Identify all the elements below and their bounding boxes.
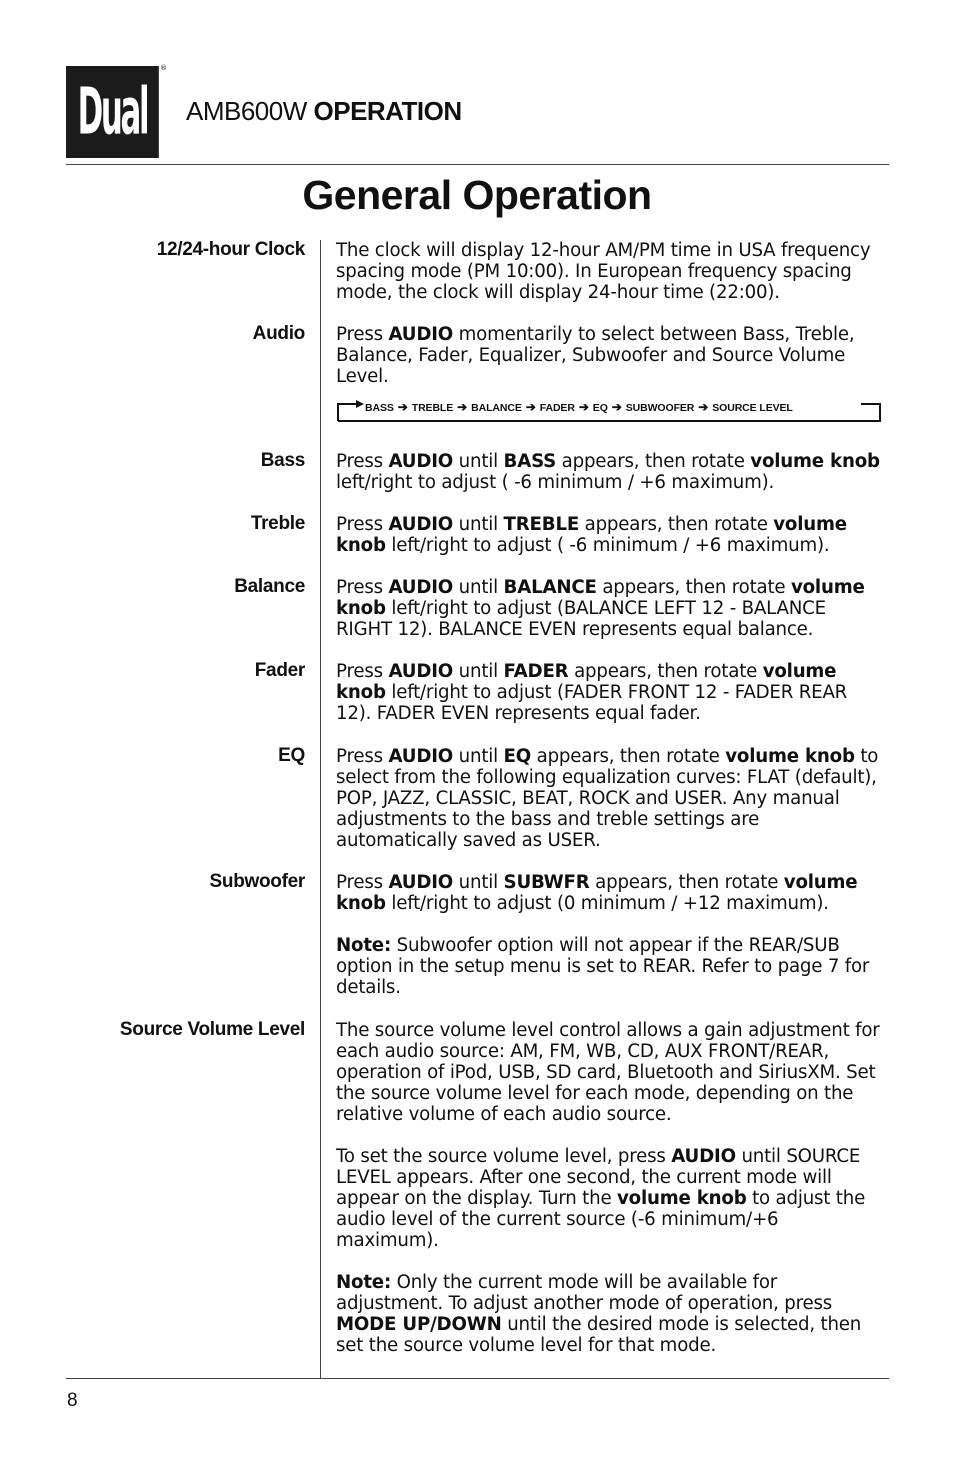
- arrow-right-icon: ➔: [525, 400, 536, 414]
- label-treble: Treble: [250, 513, 305, 534]
- page-title: General Operation: [302, 172, 652, 218]
- arrow-right-icon: ➔: [611, 400, 622, 414]
- model-name: AMB600W: [186, 96, 307, 126]
- fader-description: Press AUDIO until FADER appears, then rotate volume knob left/right to adjust (FADER FRONT 12 - FADER REAR 12). FADER EVEN represents equal fader.: [336, 661, 848, 724]
- label-bass: Bass: [260, 450, 305, 471]
- flow-item: FADER: [539, 402, 575, 414]
- audio-description: Press AUDIO momentarily to select between Bass, Treble, Balance, Fader, Equalizer, Subwoofer and Source Volume Level.: [336, 324, 855, 387]
- flow-item: BASS: [365, 402, 394, 414]
- label-clock: 12/24-hour Clock: [156, 239, 305, 260]
- source-volume-instructions: To set the source volume level, press AUDIO until SOURCE LEVEL appears. After one second, the current mode will appear on the display. Turn the volume knob to adjust the audio level of the current source (-6 minimum/+6 maximum).: [336, 1146, 866, 1251]
- registered-mark: ®: [160, 64, 167, 72]
- bass-description: Press AUDIO until BASS appears, then rotate volume knob left/right to adjust ( -6 minimum / +6 maximum).: [336, 451, 880, 493]
- subwoofer-description: Press AUDIO until SUBWFR appears, then rotate volume knob left/right to adjust (0 minimum / +12 maximum).: [336, 872, 858, 914]
- flow-item: BALANCE: [471, 402, 522, 414]
- label-balance: Balance: [234, 576, 305, 597]
- clock-description: The clock will display 12-hour AM/PM time in USA frequency spacing mode (PM 10:00). In European frequency spacing mode, the clock will display 24-hour time (22:00).: [336, 240, 871, 303]
- flow-item: SOURCE LEVEL: [712, 402, 793, 414]
- footer-rule: [66, 1378, 889, 1379]
- flow-item: TREBLE: [411, 402, 454, 414]
- header-title: [186, 96, 462, 127]
- arrow-right-icon: ➔: [397, 400, 408, 414]
- label-subwoofer: Subwoofer: [209, 871, 305, 892]
- subwoofer-note: Note: Subwoofer option will not appear if the REAR/SUB option in the setup menu is set to REAR. Refer to page 7 for details.: [336, 935, 870, 998]
- balance-description: Press AUDIO until BALANCE appears, then rotate volume knob left/right to adjust (BALANCE LEFT 12 - BALANCE RIGHT 12). BALANCE EVEN represents equal balance.: [336, 577, 865, 640]
- label-fader: Fader: [254, 660, 305, 681]
- audio-flow-diagram: [336, 397, 882, 421]
- flow-items: [365, 400, 793, 414]
- arrow-right-icon: ➔: [457, 400, 468, 414]
- arrow-right-icon: ➔: [698, 400, 709, 414]
- treble-description: Press AUDIO until TREBLE appears, then rotate volume knob left/right to adjust ( -6 minimum / +6 maximum).: [336, 514, 847, 556]
- label-audio: Audio: [252, 323, 305, 344]
- flow-item: EQ: [592, 402, 608, 414]
- header-rule: [66, 164, 889, 165]
- eq-description: Press AUDIO until EQ appears, then rotate volume knob to select from the following equalization curves: FLAT (default), POP, JAZZ, CLASSIC, BEAT, ROCK and USER. Any manual adjustments to the bass and treble settings are automatically saved as USER.: [336, 746, 879, 851]
- dual-logo: Dual: [66, 66, 159, 158]
- source-volume-description: The source volume level control allows a gain adjustment for each audio source: AM, FM, WB, CD, AUX FRONT/REAR, operation of iPod, USB, SD card, Bluetooth and SiriusXM. Set the source volume level for each mode, depending on the relative volume of each audio source.: [336, 1020, 880, 1125]
- flow-item: SUBWOOFER: [625, 402, 695, 414]
- page-number: 8: [67, 1390, 78, 1411]
- label-eq: EQ: [278, 745, 305, 766]
- section-name: OPERATION: [313, 96, 462, 126]
- arrow-right-icon: ➔: [578, 400, 589, 414]
- source-volume-note: Note: Only the current mode will be available for adjustment. To adjust another mode of operation, press MODE UP/DOWN until the desired mode is selected, then set the source volume level for that mode.: [336, 1272, 862, 1356]
- column-divider: [320, 240, 321, 1378]
- label-source-volume: Source Volume Level: [119, 1019, 305, 1040]
